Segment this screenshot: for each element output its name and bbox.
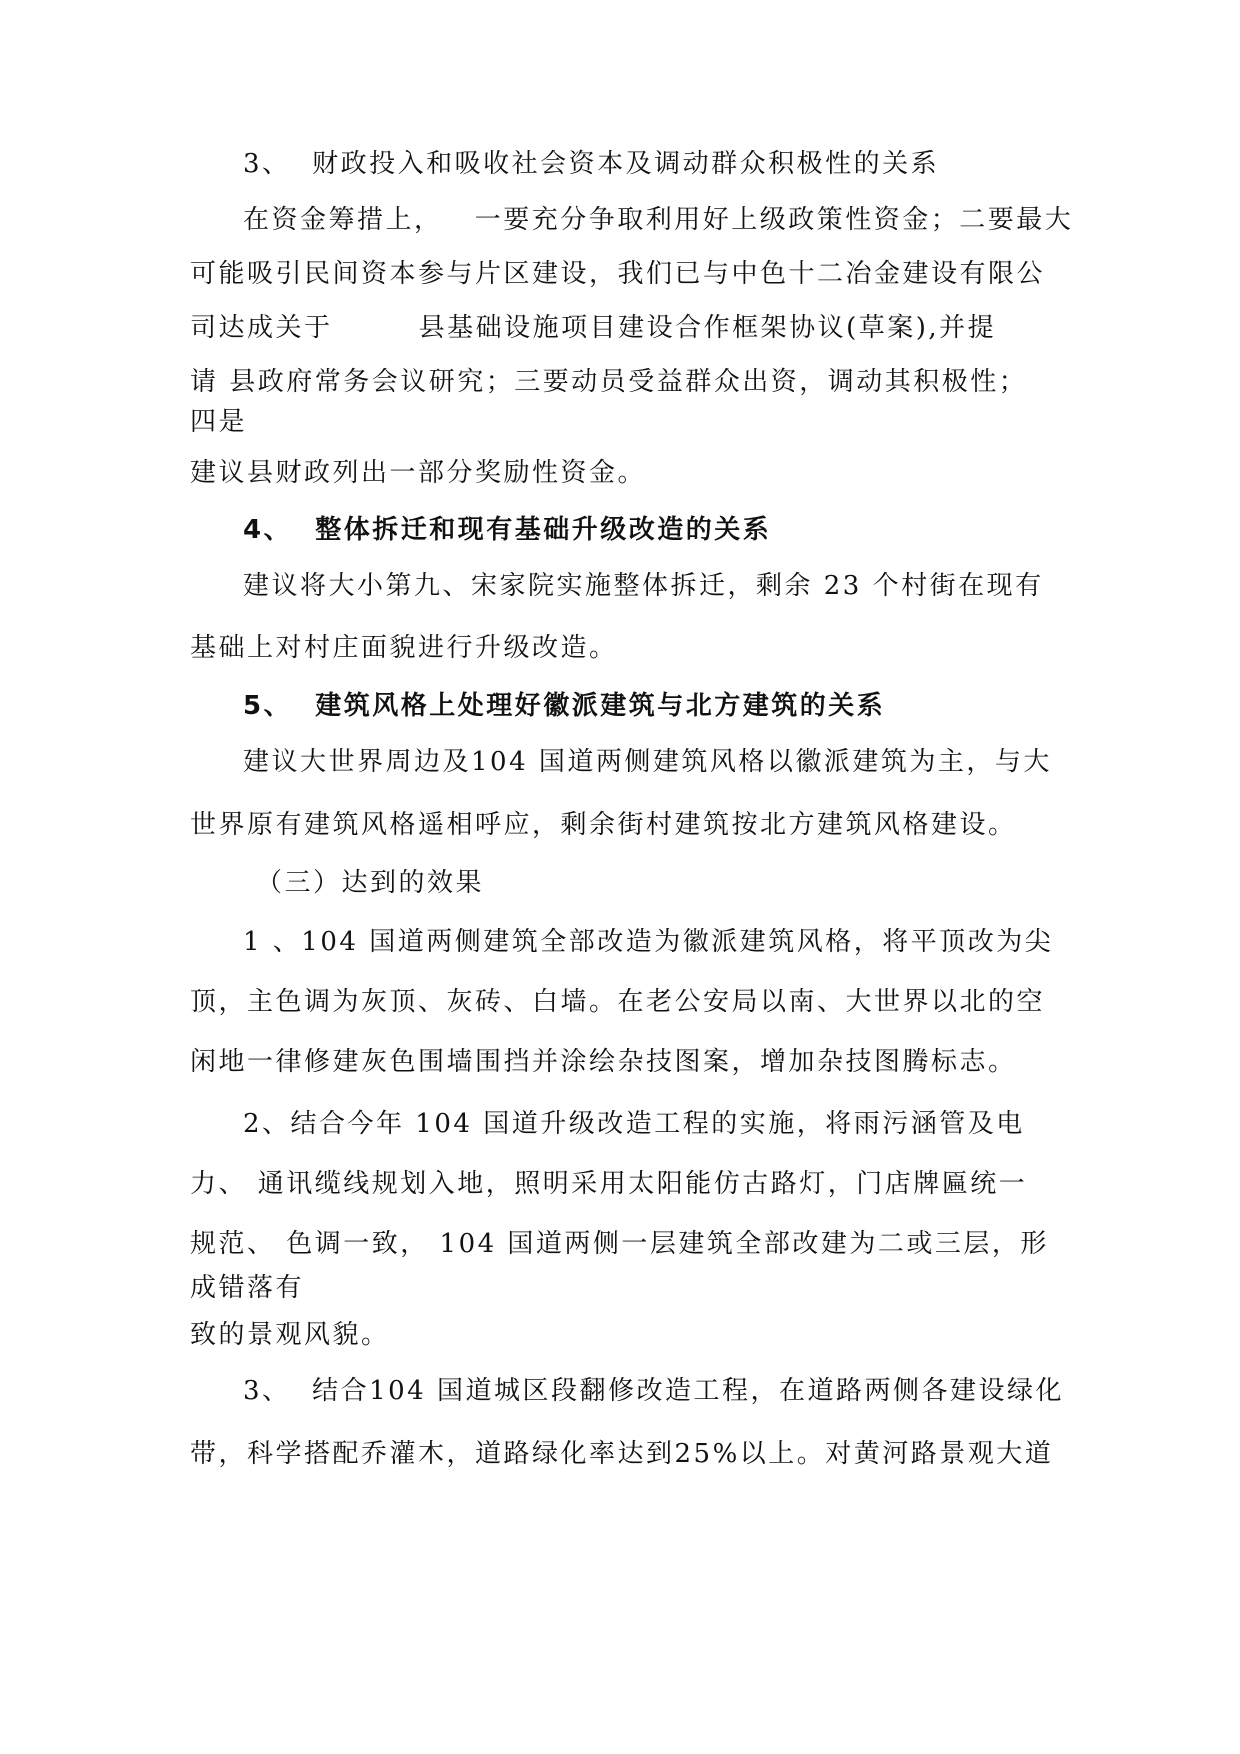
paragraph-line: 可能吸引民间资本参与片区建设，我们已与中色十二冶金建设有限公 <box>190 259 1046 289</box>
paragraph-line: 四是 <box>190 407 248 437</box>
paragraph-line: 请 县政府常务会议研究；三要动员受益群众出资，调动其积极性； <box>190 367 1028 397</box>
paragraph-line: 司达成关于 县基础设施项目建设合作框架协议(草案),并提 <box>190 313 997 343</box>
paragraph-line: 顶，主色调为灰顶、灰砖、白墙。在老公安局以南、大世界以北的空 <box>190 987 1046 1017</box>
paragraph-line: 成错落有 <box>190 1273 305 1303</box>
paragraph-line: 建议将大小第九、宋家院实施整体拆迁，剩余 23 个村街在现有 <box>243 571 1044 601</box>
paragraph-line: 1 、104 国道两侧建筑全部改造为徽派建筑风格，将平顶改为尖 <box>243 927 1054 957</box>
paragraph-line: 世界原有建筑风格遥相呼应，剩余街村建筑按北方建筑风格建设。 <box>190 810 1017 840</box>
paragraph-line: 建议县财政列出一部分奖励性资金。 <box>190 458 647 488</box>
heading-item-4: 4、 整体拆迁和现有基础升级改造的关系 <box>243 515 772 545</box>
paragraph-line: 力、 通讯缆线规划入地，照明采用太阳能仿古路灯，门店牌匾统一 <box>190 1169 1028 1199</box>
paragraph-line: 规范、 色调一致， 104 国道两侧一层建筑全部改建为二或三层，形 <box>190 1229 1049 1259</box>
paragraph-line: 3、 结合104 国道城区段翻修改造工程，在道路两侧各建设绿化 <box>243 1376 1064 1406</box>
paragraph-line: 带，科学搭配乔灌木，道路绿化率达到25%以上。对黄河路景观大道 <box>190 1439 1054 1469</box>
paragraph-line: 建议大世界周边及104 国道两侧建筑风格以徽派建筑为主，与大 <box>243 747 1052 777</box>
section-heading: （三）达到的效果 <box>256 868 485 898</box>
paragraph-line: 致的景观风貌。 <box>190 1320 390 1350</box>
paragraph-line: 基础上对村庄面貌进行升级改造。 <box>190 633 618 663</box>
paragraph-line: 在资金筹措上， 一要充分争取利用好上级政策性资金；二要最大 <box>243 205 1074 235</box>
heading-item-3: 3、 财政投入和吸收社会资本及调动群众积极性的关系 <box>243 149 940 179</box>
paragraph-line: 闲地一律修建灰色围墙围挡并涂绘杂技图案，增加杂技图腾标志。 <box>190 1047 1017 1077</box>
heading-item-5: 5、 建筑风格上处理好徽派建筑与北方建筑的关系 <box>243 691 886 721</box>
paragraph-line: 2、结合今年 104 国道升级改造工程的实施，将雨污涵管及电 <box>243 1109 1025 1139</box>
